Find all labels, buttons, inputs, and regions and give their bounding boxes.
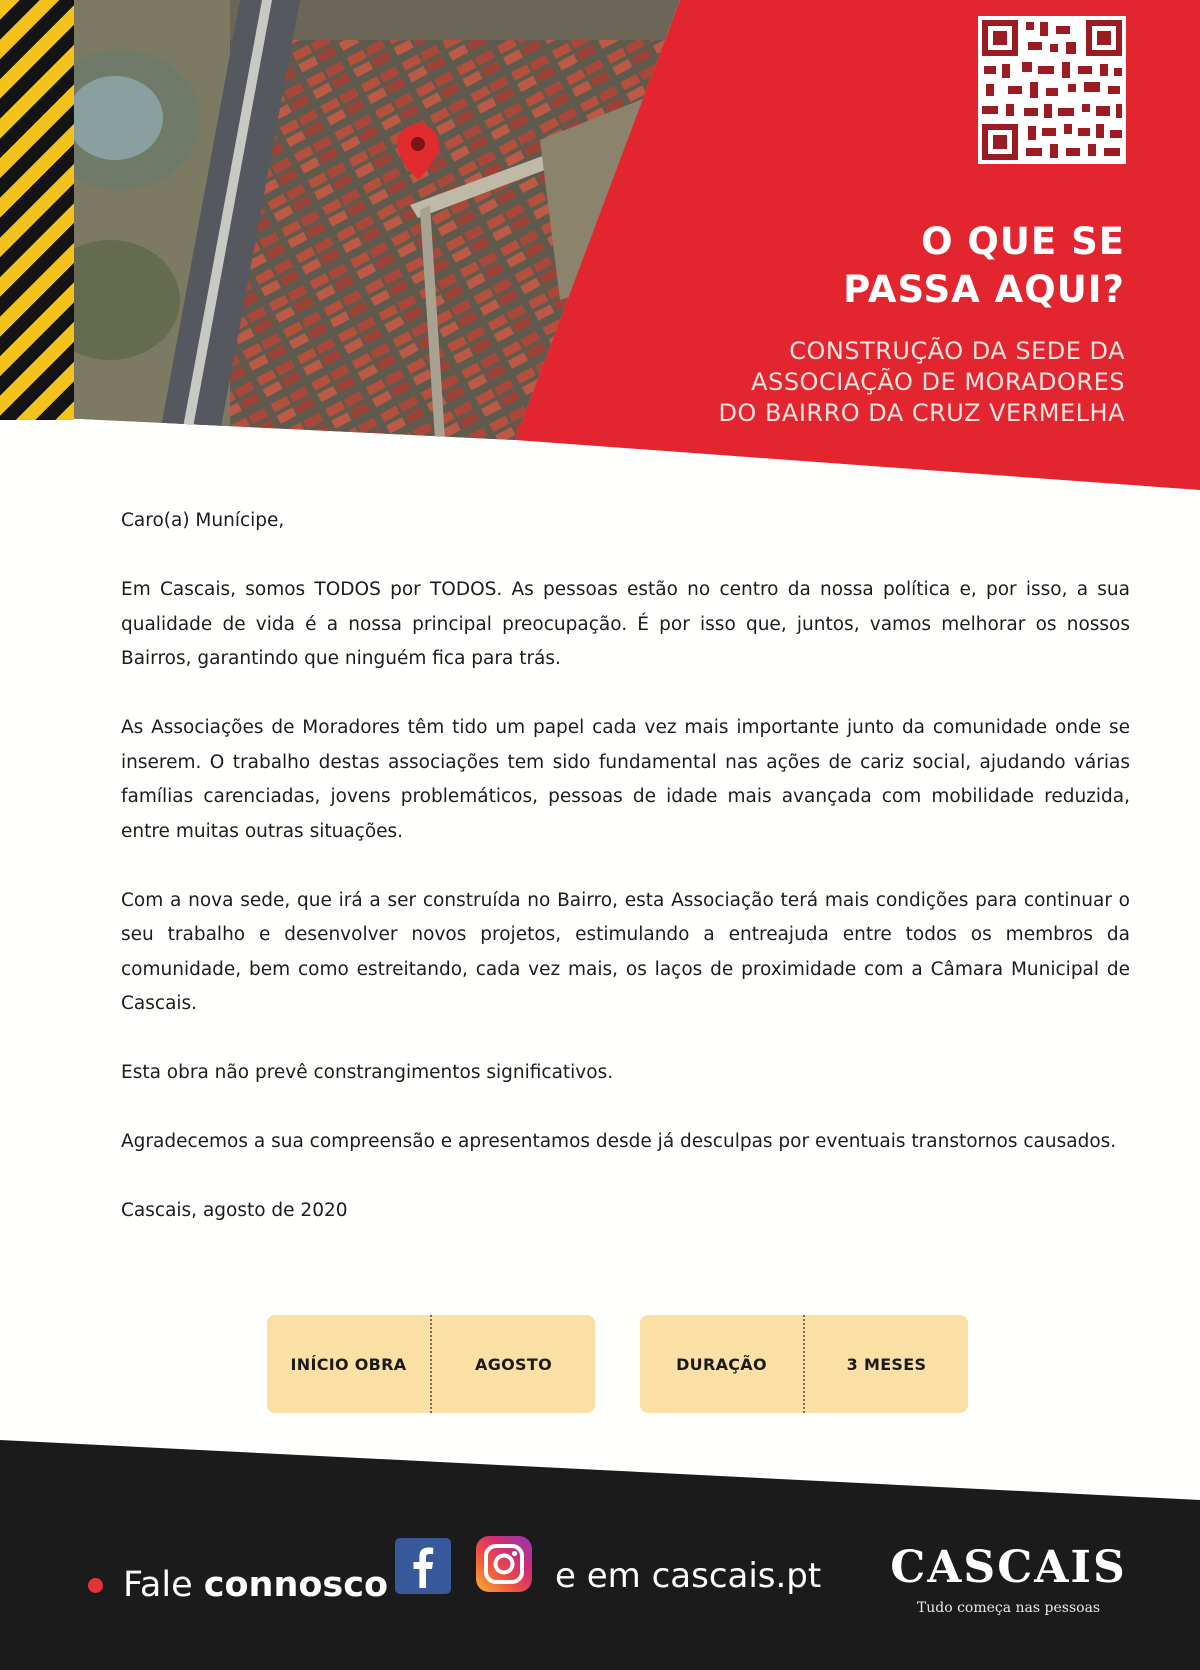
start-info-card <box>267 1315 595 1413</box>
facebook-logo <box>395 1538 451 1594</box>
start-label: INÍCIO OBRA <box>267 1315 432 1413</box>
letter-paragraph-4: Esta obra não prevê constrangimentos significativos. <box>121 1062 614 1083</box>
letter-signoff: Cascais, agosto de 2020 <box>121 1200 348 1221</box>
page-subtitle <box>565 336 1125 429</box>
hazard-stripes <box>0 0 74 420</box>
qr-code-graphic <box>978 16 1126 164</box>
title-line-1: O QUE SE <box>921 220 1125 263</box>
website-text[interactable]: e em cascais.pt <box>555 1556 822 1596</box>
contact-line <box>88 1555 388 1615</box>
subtitle-line-3: DO BAIRRO DA CRUZ VERMELHA <box>718 399 1125 427</box>
letter-paragraph-1: Em Cascais, somos TODOS por TODOS. As pessoas estão no centro da nossa política e, por isso, a sua qualidade de vida é a nossa principal preocupação. É por isso que, juntos, vamos melhorar os nossos Bairros, garantindo que ninguém fica para trás. <box>121 579 1130 669</box>
instagram-logo <box>476 1536 532 1592</box>
facebook-icon[interactable] <box>395 1538 451 1594</box>
page-title <box>605 218 1125 314</box>
letter-paragraph-2: As Associações de Moradores têm tido um papel cada vez mais importante junto da comunidade onde se inserem. O trabalho destas associações tem sido fundamental nas ações de cariz social, ajudando várias famílias carenciadas, jovens problemáticos, pessoas de idade mais avançada com mobilidade reduzida, entre muitas outras situações. <box>121 717 1130 842</box>
contact-prefix: Fale <box>123 1565 204 1605</box>
qr-code-icon[interactable] <box>978 16 1126 164</box>
instagram-icon[interactable] <box>476 1536 532 1592</box>
bullet-dot-icon <box>88 1578 103 1593</box>
brand-tagline: Tudo começa nas pessoas <box>916 1600 1101 1616</box>
letter-body <box>121 504 1130 1229</box>
contact-bold: connosco <box>203 1565 389 1605</box>
cascais-logo: CASCAIS <box>890 1542 1127 1593</box>
letter-paragraph-3: Com a nova sede, que irá a ser construída no Bairro, esta Associação terá mais condições para continuar o seu trabalho e desenvolver novos projetos, estimulando a entreajuda entre todos os membros da comunidade, bem como estreitando, cada vez mais, os laços de proximidade com a Câmara Municipal de Cascais. <box>121 889 1130 1014</box>
subtitle-line-2: ASSOCIAÇÃO DE MORADORES <box>751 368 1125 396</box>
title-line-2: PASSA AQUI? <box>843 268 1125 311</box>
subtitle-line-1: CONSTRUÇÃO DA SEDE DA <box>789 337 1125 365</box>
contact-text <box>123 1565 388 1605</box>
letter-paragraph-5: Agradecemos a sua compreensão e apresentamos desde já desculpas por eventuais transtornos causados. <box>121 1131 1117 1152</box>
duration-info-card <box>640 1315 968 1413</box>
letter-greeting: Caro(a) Munícipe, <box>121 510 285 531</box>
start-value: AGOSTO <box>432 1315 595 1413</box>
duration-label: DURAÇÃO <box>640 1315 805 1413</box>
duration-value: 3 MESES <box>805 1315 968 1413</box>
